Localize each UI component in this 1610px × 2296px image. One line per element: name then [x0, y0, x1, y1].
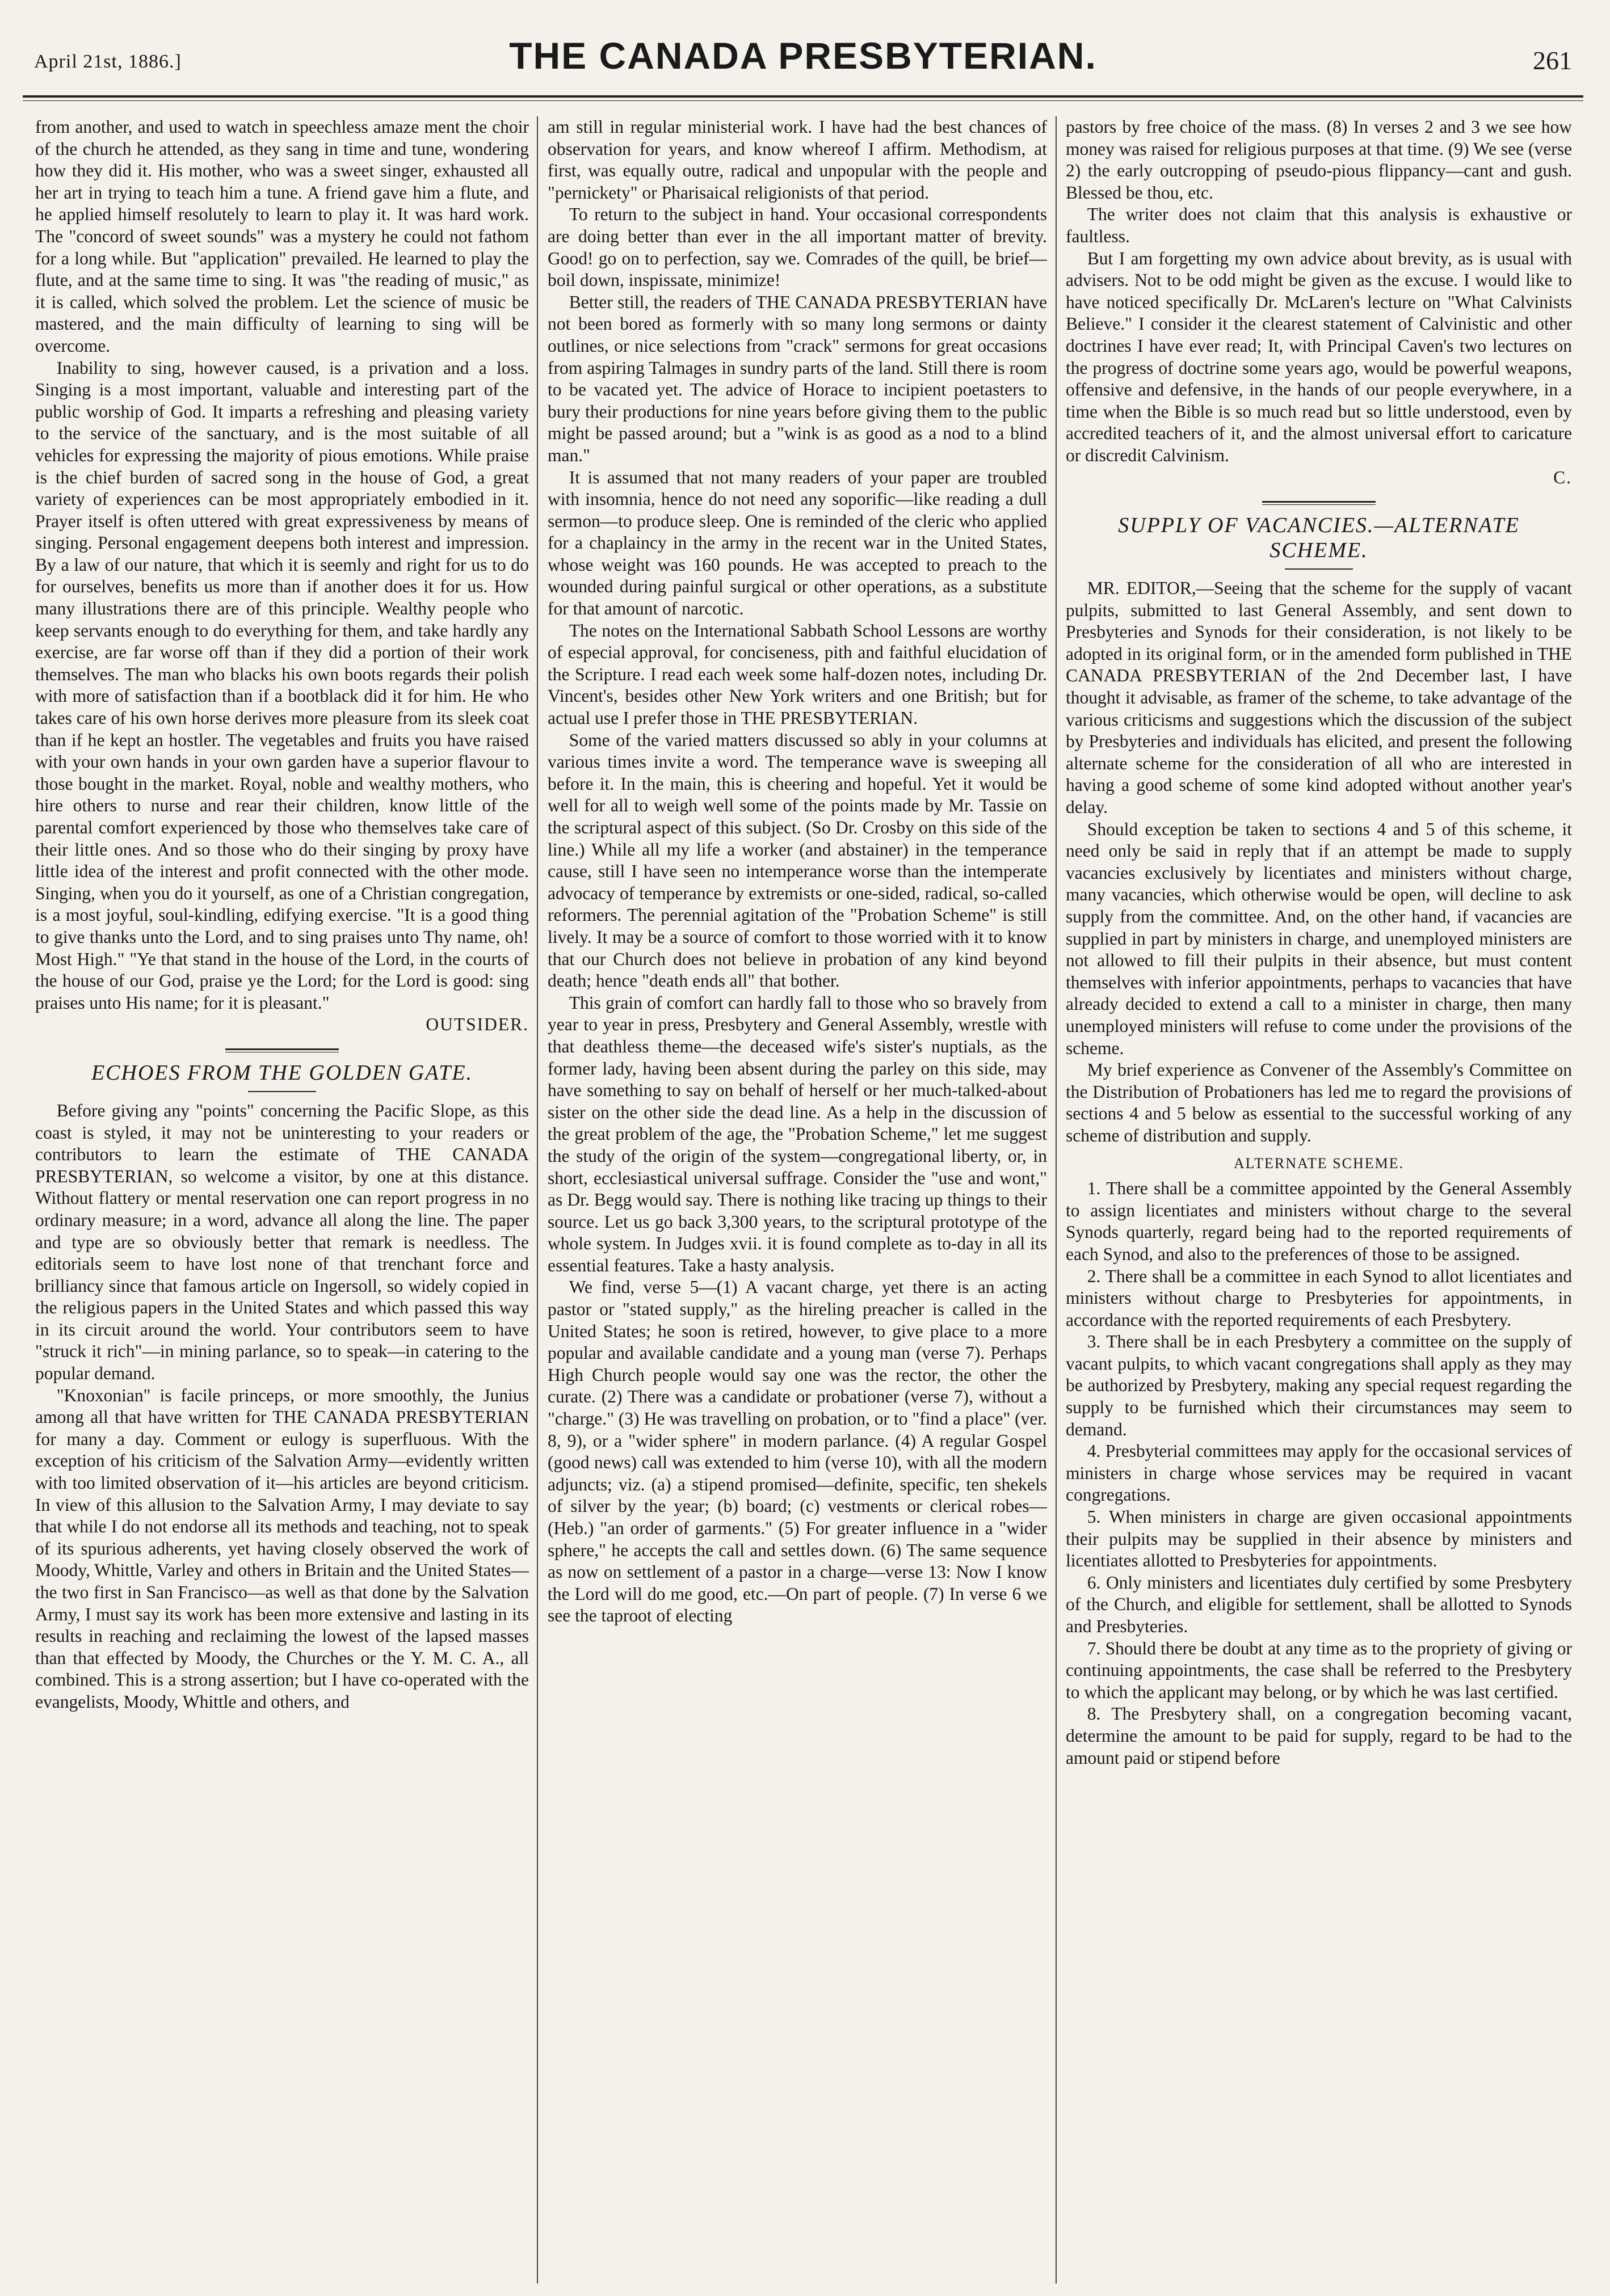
- scheme-item: 7. Should there be doubt at any time as to the propriety of giving or continuing appointments, the case shall be referred to the Presbytery to which the applicant may belong, or by which he was last certified.: [1066, 1638, 1572, 1702]
- column-2: [548, 116, 1047, 2284]
- scheme-subheading: ALTERNATE SCHEME.: [1233, 1155, 1405, 1172]
- scheme-item: 3. There shall be in each Presbytery a committee on the supply of vacant pulpits, to which vacant congregations shall apply as they may be authorized by Presbytery, making any special request regarding the supply to be furnished which their circumstances may seem to demand.: [1066, 1332, 1572, 1439]
- column-divider: [1056, 116, 1057, 2284]
- newspaper-page: [23, 0, 1583, 2296]
- paragraph: It is assumed that not many readers of your paper are troubled with insomnia, hence do not need any soporific—like reading a dull sermon—to produce sleep. One is reminded of the cleric who applied for a chaplaincy in the army in the recent war in the United States, whose weight was 160 pounds. He was accepted to preach to the wounded during painful surgical or other operations, as a substitute for that amount of narcotic.: [548, 467, 1047, 619]
- page-number: 261: [1533, 46, 1572, 75]
- signature: C.: [1553, 467, 1572, 487]
- paragraph: We find, verse 5—(1) A vacant charge, yet there is an acting pastor or "stated supply," as the hireling preacher is called in the United States; he soon is retired, however, to give place to a more popular and available candidate and a young man (verse 7). Perhaps High Church people would say one was the rector, the other the curate. (2) There was a candidate or probationer (verse 7), without a "charge." (3) He was travelling on probation, or to "find a place" (ver. 8, 9), or a "wider sphere" in modern parlance. (4) A regular Gospel (good news) call was extended to him (verse 10), with all the modern adjuncts; viz. (a) a stipend promised—definite, specific, ten shekels of silver by the year; (b) board; (c) vestments or clerical robes—(Heb.) "an order of garments." (5) For greater influence in a "wider sphere," he accepts the call and settles down. (6) The same sequence as now on settlement of a pastor in a charge—verse 13: Now I know the Lord will do me good, etc.—On part of people. (7) In verse 6 we see the taproot of electing: [548, 1277, 1047, 1626]
- paragraph: from another, and used to watch in speechless amaze ment the choir of the church he attended, as they sang in time and tune, wondering how they did it. His mother, who was a sweet singer, exhausted all her art in trying to teach him a tune. A friend gave him a flute, and he applied himself resolutely to learn to play it. It was hard work. The "concord of sweet sounds" was a mystery he could not fathom for a long while. But "application" prevailed. He learned to play the flute, and at the same time to sing. It was "the reading of music," as it is called, which solved the problem. Let the science of music be mastered, and the main difficulty of learning to sing will be overcome.: [35, 117, 529, 356]
- paragraph: "Knoxonian" is facile princeps, or more smoothly, the Junius among all that have written for THE CANADA PRESBYTERIAN for many a day. Comment or eulogy is superfluous. With the exception of his criticism of the Salvation Army—evidently written with too limited observation of it—his articles are beyond criticism. In view of this allusion to the Salvation Army, I may deviate to say that while I do not endorse all its methods and teaching, not to speak of its spurious adherents, yet having closely observed the work of Moody, Whittle, Varley and others in Britain and the United States—the two first in San Francisco—as well as that done by the Salvation Army, I must say its work has been more extensive and lasting in its results in reaching and reclaiming the lowest of the lapsed masses than that effected by Moody, the Churches or the Y. M. C. A., all combined. This is a strong assertion; but I have co-operated with the evangelists, Moody, Whittle and others, and: [35, 1385, 529, 1712]
- scheme-item: 6. Only ministers and licentiates duly certified by some Presbytery of the Church, and eligible for settlement, shall be allotted to Synods and Presbyteries.: [1066, 1572, 1572, 1636]
- signature: OUTSIDER.: [426, 1014, 529, 1035]
- section-divider: [1262, 501, 1376, 505]
- paragraph: The writer does not claim that this analysis is exhaustive or faultless.: [1066, 204, 1572, 246]
- paragraph: am still in regular ministerial work. I have had the best chances of observation for years, and know whereof I affirm. Methodism, at first, was equally outre, radical and unpopular with the people and "pernickety" or Pharisaical religionists of that period.: [548, 117, 1047, 203]
- paragraph: To return to the subject in hand. Your occasional correspondents are doing better than ever in the all important matter of brevity. Good! go on to perfection, say we. Comrades of the quill, be brief—boil down, inspissate, minimize!: [548, 204, 1047, 290]
- masthead: [23, 34, 1583, 96]
- column-3: [1066, 116, 1572, 2284]
- paragraph: Better still, the readers of THE CANADA PRESBYTERIAN have not been bored as formerly with so many long sermons or dainty outlines, or nice selections from "crack" sermons for great occasions from aspiring Talmages in sundry parts of the land. Still there is room to be vacated yet. The advice of Horace to incipient poetasters to bury their productions for nine years before giving them to the public might be passed around; but a "wink is as good as a nod to a blind man.": [548, 292, 1047, 465]
- paragraph: But I am forgetting my own advice about brevity, as is usual with advisers. Not to be odd might be given as the excuse. I would like to have noticed specifically Dr. McLaren's lecture on "What Calvinists Believe." I consider it the clearest statement of Calvinistic and other doctrines I have ever read; It, with Principal Caven's two lectures on the progress of doctrine some years ago, would be powerful weapons, offensive and defensive, in the hands of our people everywhere, in a time when the Bible is so much read but so little understood, even by accredited teachers of it, and the almost universal effort to caricature or discredit Calvinism.: [1066, 248, 1572, 465]
- paragraph: Some of the varied matters discussed so ably in your columns at various times invite a word. The temperance wave is sweeping all before it. In the main, this is cheering and hopeful. Yet it would be well for all to weigh well some of the points made by Mr. Tassie on the scriptural aspect of this subject. (So Dr. Crosby on this side of the line.) While all my life a worker (and abstainer) in the temperance cause, still I have seen no intemperance worse than the intemperate advocacy of temperance by extremists or one-sided, radical, so-called reformers. The perennial agitation of the "Probation Scheme" is still lively. It may be a source of comfort to those worried with it to know that our Church does not believe in probation of any kind beyond death; hence "death ends all" that bother.: [548, 730, 1047, 991]
- scheme-item: 2. There shall be a committee in each Synod to allot licentiates and ministers without charge to Presbyteries for appointments, in accordance with the reported requirements of each Presbytery.: [1066, 1266, 1572, 1330]
- paragraph: My brief experience as Convener of the Assembly's Committee on the Distribution of Probationers has led me to regard the provisions of sections 4 and 5 below as essential to the successful working of any scheme of distribution and supply.: [1066, 1060, 1572, 1145]
- column-divider: [537, 116, 538, 2284]
- scheme-item: 5. When ministers in charge are given occasional appointments their pulpits may be supplied in their absence by ministers and licentiates allotted to Presbyteries for appointments.: [1066, 1507, 1572, 1571]
- article-heading: ECHOES FROM THE GOLDEN GATE.: [91, 1060, 473, 1085]
- section-divider: [225, 1048, 339, 1052]
- publication-title: THE CANADA PRESBYTERIAN.: [509, 35, 1097, 77]
- paragraph: Before giving any "points" concerning the Pacific Slope, as this coast is styled, it may not be uninteresting to your readers or contributors to learn the estimate of THE CANADA PRESBYTERIAN, so welcome a visitor, by one at this distance. Without flattery or mental reservation one can report progress in no ordinary measure; in a word, advance all along the line. The paper and type are so obviously better that remark is needless. The editorials seem to have lost none of that trenchant force and brilliancy since that famous article on Ingersoll, so widely copied in the religious papers in the United States and which passed this way in its circuit around the world. Your contributors seem to have "struck it rich"—in mining parlance, so to speak—in catering to the popular demand.: [35, 1100, 529, 1384]
- column-1: [35, 116, 529, 2284]
- paragraph: MR. EDITOR,—Seeing that the scheme for the supply of vacant pulpits, submitted to last General Assembly, and sent down to Presbyteries and Synods for their consideration, is not likely to be adopted in its original form, or in the amended form published in THE CANADA PRESBYTERIAN of the 2nd December last, I have thought it advisable, as framer of the scheme, to take advantage of the various criticisms and suggestions which the discussion of the subject by Presbyteries and individuals has elicited, and present the following alternate scheme for the consideration of all who are interested in having a good scheme of some kind adopted without another year's delay.: [1066, 578, 1572, 818]
- header-rule: [23, 95, 1583, 101]
- heading-rule: [248, 1091, 316, 1092]
- paragraph: The notes on the International Sabbath School Lessons are worthy of especial approval, for conciseness, pith and faithful elucidation of the Scripture. I read each week some half-dozen notes, including Dr. Vincent's, besides other New York writers and one British; but for actual use I prefer those in THE PRESBYTERIAN.: [548, 620, 1047, 728]
- heading-rule: [1285, 568, 1353, 570]
- scheme-item: 8. The Presbytery shall, on a congregation becoming vacant, determine the amount to be paid for supply, regard to be had to the amount paid or stipend before: [1066, 1704, 1572, 1768]
- paragraph: pastors by free choice of the mass. (8) In verses 2 and 3 we see how money was raised for religious purposes at that time. (9) We see (verse 2) the early outcropping of pseudo-pious flippancy—cant and gush. Blessed be thou, etc.: [1066, 117, 1572, 203]
- paragraph: Should exception be taken to sections 4 and 5 of this scheme, it need only be said in reply that if an attempt be made to supply vacancies exclusively by licentiates and ministers without charge, many vacancies, which otherwise would be open, will decline to ask supply from the committee. And, on the other hand, if vacancies are supplied in part by ministers in charge, and unemployed ministers are not allowed to fill their pulpits in their absence, but must content themselves with inferior appointments, perhaps to vacancies that have already decided to extend a call to a minister in charge, then many unemployed ministers will refuse to come under the provisions of the scheme.: [1066, 819, 1572, 1058]
- scheme-item: 4. Presbyterial committees may apply for the occasional services of ministers in charge whose services may be required in vacant congregations.: [1066, 1441, 1572, 1505]
- scheme-item: 1. There shall be a committee appointed by the General Assembly to assign licentiates and ministers without charge to the several Synods quarterly, regard being had to the reported requirements of each Synod, and also to the preferences of those to be assigned.: [1066, 1178, 1572, 1264]
- issue-date: April 21st, 1886.]: [34, 51, 182, 72]
- paragraph: This grain of comfort can hardly fall to those who so bravely from year to year in press, Presbytery and General Assembly, wrestle with that deathless theme—the deceased wife's sister's nuptials, as the former lady, having been absent during the parley on this side, may have something to say on behalf of herself or her much-talked-about sister on the other side the dead line. As a help in the discussion of the great problem of the age, the "Probation Scheme," let me suggest the study of the origin of the system—congregational liberty, or, in short, ecclesiastical universal suffrage. Consider the "use and wont," as Dr. Begg would say. There is nothing like tracing up things to their source. Let us go back 3,300 years, to the scriptural prototype of the whole system. In Judges xvii. it is found complete as to-day in all its essential features. Take a hasty analysis.: [548, 992, 1047, 1275]
- article-heading: SUPPLY OF VACANCIES.—ALTERNATE SCHEME.: [1118, 513, 1520, 563]
- paragraph: Inability to sing, however caused, is a privation and a loss. Singing is a most important, valuable and interesting part of the public worship of God. It imparts a refreshing and pleasing variety to the service of the sanctuary, and is the most suitable of all vehicles for expressing the majority of pious emotions. While praise is the chief burden of sacred song in the house of God, a great variety of experiences can be most appropriately embodied in it. Prayer itself is often uttered with great expressiveness by means of singing. Personal engagement deepens both interest and impression. By a law of our nature, that which it is seemly and right for us to do for ourselves, benefits us more than if another does it for us. How many illustrations there are of this principle. Wealthy people who keep servants enough to do everything for them, and take hardly any exercise, are far worse off than if they did a portion of their work themselves. The man who blacks his own boots regards their polish with more of satisfaction than if a bootblack did it for him. He who takes care of his own horse derives more pleasure from its sleek coat than if he kept an hostler. The vegetables and fruits you have raised with your own hands in your own garden have a superior flavour to those bought in the market. Royal, noble and wealthy mothers, who hire others to nurse and rear their children, know little of the parental comfort experienced by those who themselves take care of their little ones. And so those who do their singing by proxy have little idea of the interest and profit connected with the other mode. Singing, when you do it yourself, as one of a Christian congregation, is a most joyful, soul-kindling, edifying exercise. "It is a good thing to give thanks unto the Lord, and to sing praises unto Thy name, oh! Most High." "Ye that stand in the house of the Lord, in the courts of the house of our God, praise ye the Lord; for the Lord is good: sing praises unto His name; for it is pleasant.": [35, 357, 529, 1013]
